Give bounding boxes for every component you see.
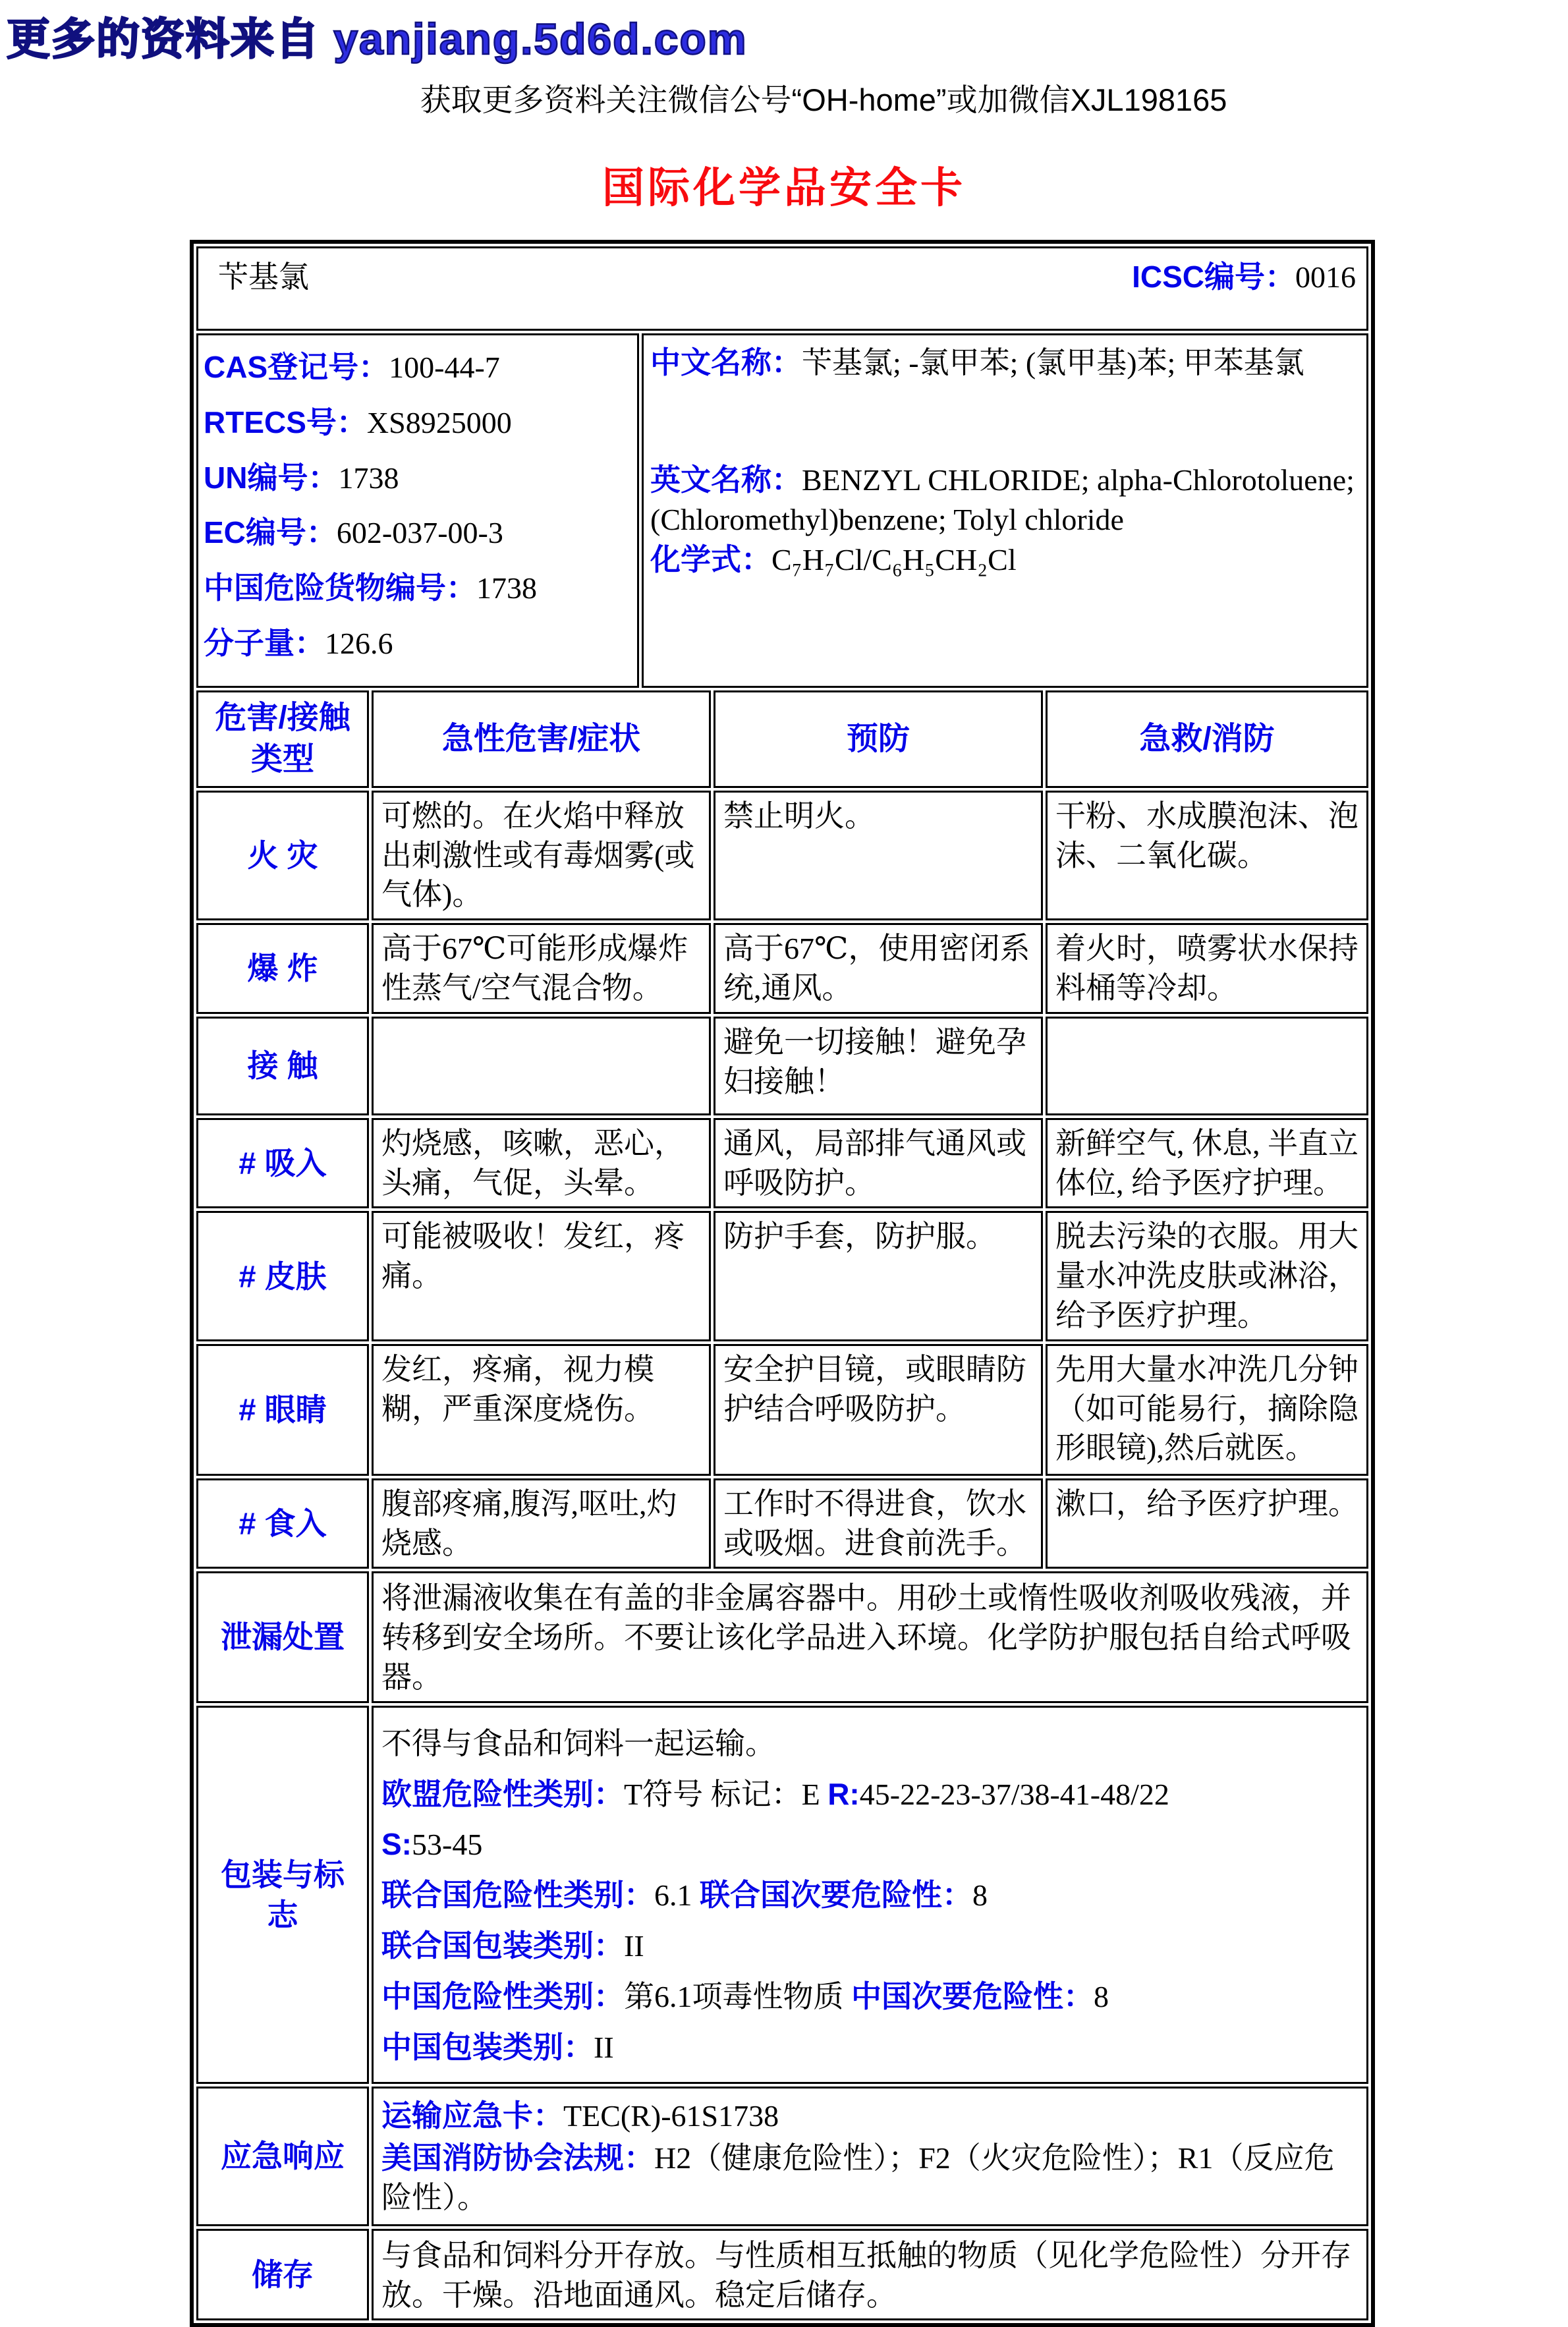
spill-row <box>196 1571 1368 1702</box>
emergency-row <box>196 2087 1368 2226</box>
chinese-name: 中文名称：苄基氯; -氯甲苯; (氯甲基)苯; 甲苯基氯 <box>650 345 1304 379</box>
response-cell: 先用大量水冲洗几分钟（如可能易行，摘除隐形眼镜),然后就医。 <box>1046 1344 1368 1476</box>
packaging-line: S:53-45 <box>381 1827 483 1862</box>
prevention-cell: 防护手套，防护服。 <box>714 1211 1043 1341</box>
emergency-line: 运输应急卡：TEC(R)-61S1738 <box>381 2098 779 2133</box>
site-banner: 更多的资料来自 yanjiang.5d6d.com <box>7 14 748 63</box>
storage-row <box>196 2229 1368 2321</box>
packaging-line: 中国危险性类别：第6.1项毒性物质 中国次要危险性：8 <box>381 1978 1109 2013</box>
id-rtecs: RTECS号：XS8925000 <box>204 405 512 439</box>
chemical-formula: 化学式：C₇H₇Cl/C₆H₅CH₂Cl <box>650 542 1017 577</box>
emergency-content-cell <box>372 2087 1368 2226</box>
symptoms-cell: 灼烧感，咳嗽，恶心，头痛，气促，头晕。 <box>372 1118 711 1209</box>
prevention-cell: 高于67℃，使用密闭系统,通风。 <box>714 923 1043 1014</box>
hazard-row-inhalation <box>196 1118 1368 1209</box>
safety-card-table <box>190 240 1375 2327</box>
storage-content-cell: 与食品和饲料分开存放。与性质相互抵触的物质（见化学危险性）分开存放。干燥。沿地面通风。稳定后储存。 <box>372 2229 1368 2321</box>
packaging-line: 联合国危险性类别：6.1 联合国次要危险性：8 <box>381 1878 988 1913</box>
icsc-label: ICSC编号： <box>1132 260 1295 294</box>
identifiers-cell <box>196 333 639 688</box>
names-cell <box>642 333 1368 688</box>
title-row <box>196 246 1368 331</box>
header-prevention: 预防 <box>714 690 1043 788</box>
symptoms-cell: 腹部疼痛,腹泻,呕吐,灼烧感。 <box>372 1478 711 1569</box>
header-symptoms: 急性危害/症状 <box>372 690 711 788</box>
response-cell: 干粉、水成膜泡沫、泡沫、二氧化碳。 <box>1046 791 1368 920</box>
spill-content-cell: 将泄漏液收集在有盖的非金属容器中。用砂土或惰性吸收剂吸收残液，并转移到安全场所。不要让该化学品进入环境。化学防护服包括自给式呼吸器。 <box>372 1571 1368 1702</box>
hazard-row-explosion <box>196 923 1368 1014</box>
hazard-type-cell: # 食入 <box>196 1478 369 1569</box>
symptoms-cell: 发红，疼痛，视力模糊，严重深度烧伤。 <box>372 1344 711 1476</box>
id-cas: CAS登记号：100-44-7 <box>204 350 500 384</box>
packaging-content-cell <box>372 1706 1368 2085</box>
identity-row <box>196 333 1368 688</box>
hazard-type-cell: 火 灾 <box>196 791 369 920</box>
prevention-cell: 安全护目镜，或眼睛防护结合呼吸防护。 <box>714 1344 1043 1476</box>
id-china-dg: 中国危险货物编号：1738 <box>204 571 537 605</box>
substance-icsc-cell <box>196 246 1368 331</box>
symptoms-cell: 可燃的。在火焰中释放出刺激性或有毒烟雾(或气体)。 <box>372 791 711 920</box>
wechat-banner: 获取更多资料关注微信公号“OH-home”或加微信XJL198165 <box>420 82 1227 117</box>
response-cell: 着火时，喷雾状水保持料桶等冷却。 <box>1046 923 1368 1014</box>
prevention-cell: 避免一切接触！避免孕妇接触！ <box>714 1017 1043 1115</box>
response-cell <box>1046 1017 1368 1115</box>
page-title: 国际化学品安全卡 <box>602 164 966 211</box>
id-un: UN编号：1738 <box>204 460 399 495</box>
packaging-line: 中国包装类别：II <box>381 2029 614 2064</box>
symptoms-cell: 可能被吸收！发红，疼痛。 <box>372 1211 711 1341</box>
packaging-row <box>196 1706 1368 2085</box>
prevention-cell: 通风，局部排气通风或呼吸防护。 <box>714 1118 1043 1209</box>
header-response: 急救/消防 <box>1046 690 1368 788</box>
hazard-type-cell: 爆 炸 <box>196 923 369 1014</box>
hazard-type-cell: # 皮肤 <box>196 1211 369 1341</box>
header-hazard-type: 危害/接触类型 <box>196 690 369 788</box>
hazard-row-eyes <box>196 1344 1368 1476</box>
english-name: 英文名称：BENZYL CHLORIDE; alpha-Chlorotoluene; (Chloromethyl)benzene; Tolyl chloride <box>650 462 1355 536</box>
packaging-line: 不得与食品和饲料一起运输。 <box>381 1726 775 1760</box>
storage-label-cell: 储存 <box>196 2229 369 2321</box>
substance-name: 苄基氯 <box>218 260 309 294</box>
hazard-row-contact <box>196 1017 1368 1115</box>
symptoms-cell: 高于67℃可能形成爆炸性蒸气/空气混合物。 <box>372 923 711 1014</box>
prevention-cell: 工作时不得进食，饮水或吸烟。进食前洗手。 <box>714 1478 1043 1569</box>
packaging-line: 联合国包装类别：II <box>381 1928 644 1963</box>
response-cell: 新鲜空气, 休息, 半直立体位, 给予医疗护理。 <box>1046 1118 1368 1209</box>
hazard-row-fire <box>196 791 1368 920</box>
id-molweight: 分子量：126.6 <box>204 625 393 660</box>
packaging-label-cell: 包装与标志 <box>196 1706 369 2085</box>
table-header-row <box>196 690 1368 788</box>
hazard-row-ingestion <box>196 1478 1368 1569</box>
icsc-value: 0016 <box>1295 260 1356 294</box>
icsc-number-group <box>1132 258 1356 297</box>
emergency-label-cell: 应急响应 <box>196 2087 369 2226</box>
response-cell: 漱口，给予医疗护理。 <box>1046 1478 1368 1569</box>
hazard-type-cell: # 眼睛 <box>196 1344 369 1476</box>
response-cell: 脱去污染的衣服。用大量水冲洗皮肤或淋浴，给予医疗护理。 <box>1046 1211 1368 1341</box>
hazard-type-cell: 接 触 <box>196 1017 369 1115</box>
symptoms-cell <box>372 1017 711 1115</box>
emergency-line: 美国消防协会法规：H2（健康危险性）；F2（火灾危险性）；R1（反应危险性）。 <box>381 2141 1335 2214</box>
prevention-cell: 禁止明火。 <box>714 791 1043 920</box>
packaging-line: 欧盟危险性类别：T符号 标记：E R:45-22-23-37/38-41-48/22 <box>381 1776 1169 1811</box>
hazard-type-cell: # 吸入 <box>196 1118 369 1209</box>
spill-label-cell: 泄漏处置 <box>196 1571 369 1702</box>
id-ec: EC编号：602-037-00-3 <box>204 515 503 550</box>
hazard-row-skin <box>196 1211 1368 1341</box>
